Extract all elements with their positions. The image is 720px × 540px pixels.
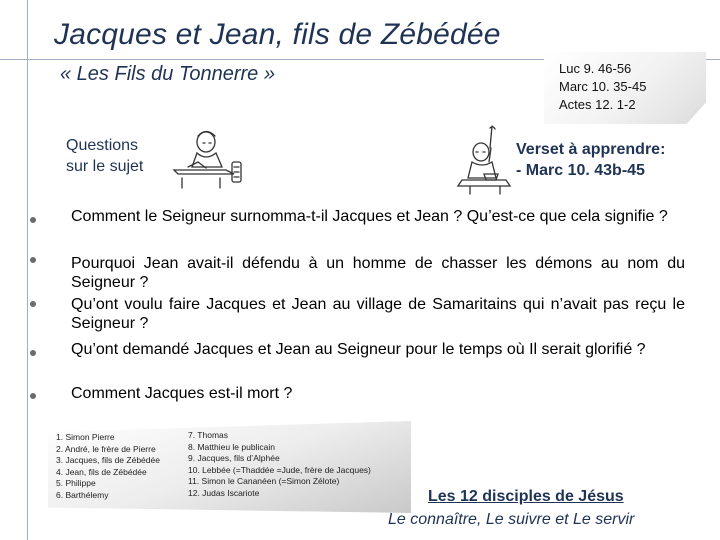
disciple-8: 8. Matthieu le publicain bbox=[188, 441, 275, 452]
page-title: Jacques et Jean, fils de Zébédée bbox=[54, 18, 501, 51]
disciple-3: 3. Jacques, fils de Zébédée bbox=[56, 455, 160, 465]
student-raising-hand-icon bbox=[456, 124, 516, 196]
disciple-6: 6. Barthélemy bbox=[56, 489, 109, 500]
disciples-left-column bbox=[56, 432, 160, 501]
question-2: Pourquoi Jean avait-il défendu à un homme de chasser les démons au nom du Seigneur ? bbox=[71, 255, 685, 291]
disciples-right-column bbox=[188, 430, 371, 499]
disciples-title: Les 12 disciples de Jésus bbox=[428, 488, 624, 505]
disciple-5: 5. Philippe bbox=[56, 478, 96, 488]
left-rule bbox=[27, 0, 28, 540]
disciples-subtitle: Le connaître, Le suivre et Le servir bbox=[388, 511, 635, 528]
reference-3: Actes 12. 1-2 bbox=[559, 97, 636, 112]
reference-2: Marc 10. 35-45 bbox=[559, 79, 647, 94]
bullet bbox=[30, 350, 36, 356]
disciple-4: 4. Jean, fils de Zébédée bbox=[56, 466, 147, 477]
disciple-10: 10. Lebbée (=Thaddée =Jude, frère de Jacques) bbox=[188, 464, 371, 475]
reference-card bbox=[544, 52, 706, 124]
question-3: Qu’ont voulu faire Jacques et Jean au village de Samaritains qui n’avait pas reçu le Seigneur ? bbox=[71, 296, 685, 332]
question-1: Comment le Seigneur surnomma-t-il Jacques et Jean ? Qu’est-ce que cela signifie ? bbox=[71, 208, 668, 225]
student-writing-icon bbox=[170, 126, 250, 192]
disciple-2: 2. André, le frère de Pierre bbox=[56, 443, 156, 454]
page-subtitle: « Les Fils du Tonnerre » bbox=[60, 63, 275, 85]
disciple-1: 1. Simon Pierre bbox=[56, 432, 115, 442]
verse-to-learn: Verset à apprendre: - Marc 10. 43b-45 bbox=[516, 141, 666, 179]
disciples-card bbox=[48, 421, 411, 513]
disciple-7: 7. Thomas bbox=[188, 430, 229, 440]
question-5: Comment Jacques est-il mort ? bbox=[71, 385, 293, 402]
bullet bbox=[30, 257, 36, 263]
bullet bbox=[30, 393, 36, 399]
disciple-11: 11. Simon le Cananéen (=Simon Zélote) bbox=[188, 476, 340, 486]
bullet bbox=[30, 217, 36, 223]
reference-1: Luc 9. 46-56 bbox=[559, 61, 632, 76]
question-4: Qu’ont demandé Jacques et Jean au Seigneur pour le temps où Il serait glorifié ? bbox=[71, 341, 646, 358]
questions-label: Questions sur le sujet bbox=[66, 137, 144, 175]
disciple-9: 9. Jacques, fils d’Alphée bbox=[188, 453, 280, 463]
bullet bbox=[30, 301, 36, 307]
disciple-12: 12. Judas Iscariote bbox=[188, 487, 260, 498]
